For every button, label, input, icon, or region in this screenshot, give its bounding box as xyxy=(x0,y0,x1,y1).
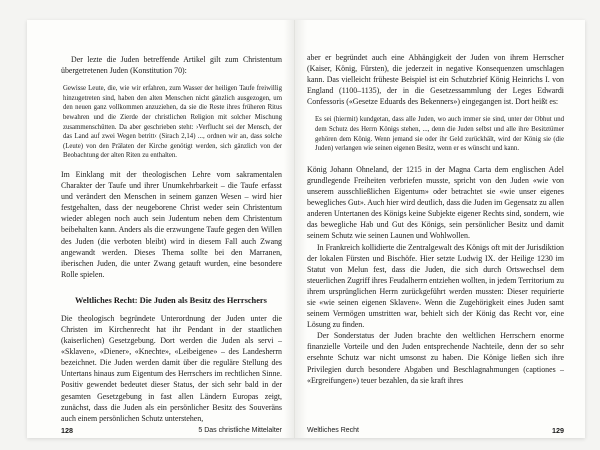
running-head: Weltliches Recht xyxy=(307,426,360,434)
left-page xyxy=(27,20,295,438)
section-heading: Weltliches Recht: Die Juden als Besitz des Herrschers xyxy=(75,295,267,305)
open-book xyxy=(27,20,585,438)
page-footer xyxy=(61,422,282,438)
paragraph: Der lezte die Juden betreffende Artikel gilt zum Christentum übergetretenen Juden (Konstitution 70): xyxy=(61,55,282,76)
paragraph: aber er begründet auch eine Abhängigkeit der Juden von ihrem Herrscher (Kaiser, König, Fürsten), die jederzeit in negative Konsequenzen umschlagen kann. Das vielleicht früheste Beispiel ist ein Schutzbrief König Heinrichs I. von England (1100–1135), der in die Gesetzessammlung der Leges Edwardi Confessoris («Gesetze Eduards des Bekenners») eingegangen ist. Dort heißt es: xyxy=(307,53,564,107)
paragraph: Der Sonderstatus der Juden brachte den weltlichen Herrschern enorme finanzielle Vorteile und den Juden entsprechende Nachteile, denn der so sehr ersehnte Schutz war nicht umsonst zu haben. Die Könige ließen sich ihre Privilegien durch besondere Abgaben und Beschlagnahmungen (captiones – «Ergreifungen») teuer bezahlen, da sie kraft ihres xyxy=(307,331,564,385)
running-head: 5 Das christliche Mittelalter xyxy=(198,426,282,434)
block-quote: Es sei (hiermit) kundgetan, dass alle Juden, wo auch immer sie sind, unter der Obhut und dem Schutz des Herrn Königs stehen, ..., denn die Juden selbst und alle ihre Besitztümer gehören dem König. Wenn jemand sie oder ihr Geld zurückhält, wird der König sie (die Juden) verlangen wie seinen eigenen Besitz, wenn er es wünscht und kann. xyxy=(315,116,564,153)
right-page xyxy=(295,20,585,438)
page-number: 129 xyxy=(552,425,564,435)
paragraph: In Frankreich kollidierte die Zentralgewalt des Königs oft mit der Jurisdiktion der lokalen Fürsten und Bischöfe. Hier setzte Ludwig IX. der Heilige 1230 im Statut von Melun fest, dass die Juden, die sich durch Ortswechsel dem steuerlichen Zugriff ihres Feudalherrn entziehen wollten, in jedem Territorium zu ihrem ursprünglichen Herrn zurückgeführt werden mussten: Dieser requirierte sie «wie seinen eigenen Sklaven». Wenn die Zugehörigkeit eines Juden samt seinem Vermögen umstritten war, behielt sich der König das Recht vor, eine Lösung zu finden. xyxy=(307,242,564,330)
page-number: 128 xyxy=(61,425,73,435)
page-footer xyxy=(307,422,564,438)
paragraph: Im Einklang mit der theologischen Lehre vom sakramentalen Charakter der Taufe und ihrer Unumkehrbarkeit – die Taufe erfasst und verändert den Menschen in seinem ganzen Wesen – wird hier festgehalten, dass der neugeborene Christ weder sein Christentum wieder ablegen noch auch sein Judentum neben dem Christentum beibehalten kann. Anders als die erzwungene Taufe gegen den Willen des Juden (die verboten bleibt) wird in diesem Fall auch Zwang angewandt werden. Dieses Thema sollte bei den Marranen, iberischen Juden, die unter Zwang getauft wurden, eine besondere Rolle spielen. xyxy=(61,169,282,279)
paragraph: Die theologisch begründete Unterordnung der Juden unter die Christen im Kirchenrecht hat ihr Pendant in der staatlichen (kaiserlichen) Gesetzgebung. Dort werden die Juden als servi – «Sklaven», «Diener», «Knechte», «Leibeigene» – des Landesherrn bezeichnet. Die Juden werden damit über die reguläre Stellung des Untertans hinaus zum Eigentum des Herrschers im rechtlichen Sinne. Positiv gewendet bedeutet dieser Status, der sich sehr bald in der gesamten Gesetzgebung in fast allen Ländern Europas zeigt, zunächst, dass die Juden als ein persönlicher Besitz des Souveräns auch einem persönlichen Schutz unterstehen, xyxy=(61,313,282,423)
paragraph: König Johann Ohneland, der 1215 in der Magna Carta dem englischen Adel grundlegende Freiheiten verbriefen musste, spricht von den Juden «wie von unserem ausschließlichen Eigentum» oder betrachtet sie «wie unser eigenes bewegliches Gut». Auch hier wird deutlich, dass die Juden im Gegensatz zu allen anderen Untertanen des Königs keine Subjekte eigener Rechts sind, sondern, wie das bewegliche Hab und Gut des Königs, sein persönlicher Besitz und damit seinem Schutz wie seinen Launen und Wohlwollen. xyxy=(307,164,564,241)
block-quote: Gewisse Leute, die, wie wir erfahren, zum Wasser der heiligen Taufe freiwillig hinzugetreten sind, haben den alten Menschen nicht gänzlich ausgezogen, um den neuen ganz vollkommen anzuziehen, da sie die Reste ihres früheren Ritus bewahren und die Zierde der christlichen Religion mit solcher Mischung zusammenschütten. Da aber geschrieben steht: ›Verflucht sei der Mensch, der das Land auf zwei Wegen betritt‹ (Sirach 2,14) ..., ordnen wir an, dass solche (Leute) von den Prälaten der Kirche genötigt werden, sich gänzlich von der Beobachtung der alten Riten zu enthalten. xyxy=(63,85,282,160)
